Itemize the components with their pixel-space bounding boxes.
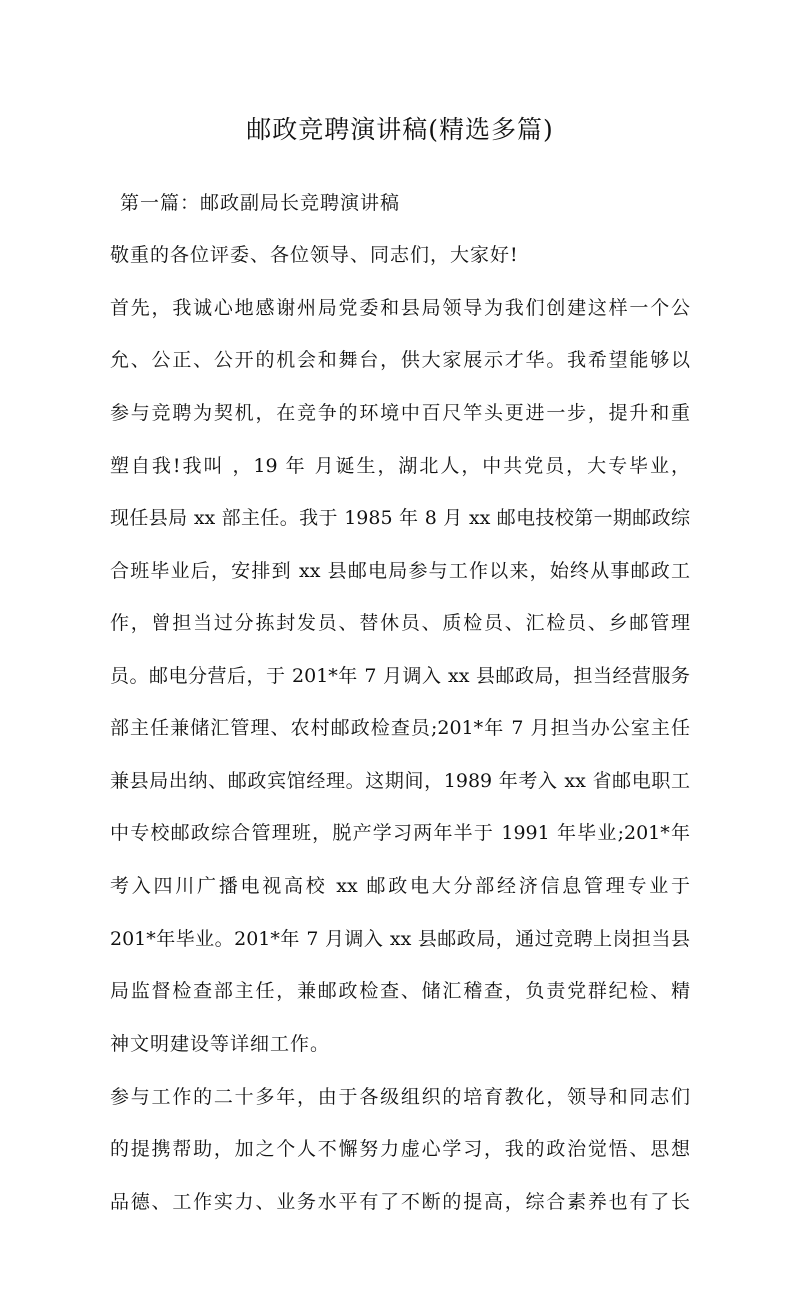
paragraph-line: 部主任兼储汇管理、农村邮政检查员;201*年 7 月担当办公室主任 bbox=[110, 717, 690, 739]
paragraph-line: 201*年毕业。201*年 7 月调入 xx 县邮政局，通过竞聘上岗担当县 bbox=[110, 928, 690, 950]
paragraph-line: 允、公正、公开的机会和舞台，供大家展示才华。我希望能够以 bbox=[110, 349, 690, 371]
section-heading: 第一篇：邮政副局长竞聘演讲稿 bbox=[120, 192, 401, 214]
paragraph-line: 塑自我!我叫 ，19 年 月诞生，湖北人，中共党员，大专毕业， bbox=[110, 455, 690, 477]
paragraph-line: 中专校邮政综合管理班，脱产学习两年半于 1991 年毕业;201*年 bbox=[110, 822, 690, 844]
paragraph-line: 兼县局出纳、邮政宾馆经理。这期间，1989 年考入 xx 省邮电职工 bbox=[110, 770, 690, 792]
paragraph-line: 参与竞聘为契机，在竞争的环境中百尺竿头更进一步，提升和重 bbox=[110, 402, 690, 424]
paragraph-line: 局监督检查部主任，兼邮政检查、储汇稽查，负责党群纪检、精 bbox=[110, 980, 690, 1002]
document-title: 邮政竞聘演讲稿(精选多篇) bbox=[246, 115, 554, 144]
paragraph-line: 参与工作的二十多年，由于各级组织的培育教化，领导和同志们 bbox=[110, 1086, 690, 1108]
paragraph-line: 员。邮电分营后，于 201*年 7 月调入 xx 县邮政局，担当经营服务 bbox=[110, 665, 690, 687]
paragraph-line: 神文明建设等详细工作。 bbox=[110, 1033, 331, 1055]
paragraph-line: 敬重的各位评委、各位领导、同志们，大家好! bbox=[110, 244, 519, 266]
paragraph-line: 品德、工作实力、业务水平有了不断的提高，综合素养也有了长 bbox=[110, 1191, 690, 1213]
paragraph-line: 的提携帮助，加之个人不懈努力虚心学习，我的政治觉悟、思想 bbox=[110, 1138, 690, 1160]
paragraph-line: 现任县局 xx 部主任。我于 1985 年 8 月 xx 邮电技校第一期邮政综 bbox=[110, 507, 690, 529]
paragraph-line: 考入四川广播电视高校 xx 邮政电大分部经济信息管理专业于 bbox=[110, 875, 690, 897]
paragraph-line: 作，曾担当过分拣封发员、替休员、质检员、汇检员、乡邮管理 bbox=[110, 612, 690, 634]
paragraph-line: 合班毕业后，安排到 xx 县邮电局参与工作以来，始终从事邮政工 bbox=[110, 560, 690, 582]
paragraph-line: 首先，我诚心地感谢州局党委和县局领导为我们创建这样一个公 bbox=[110, 297, 690, 319]
